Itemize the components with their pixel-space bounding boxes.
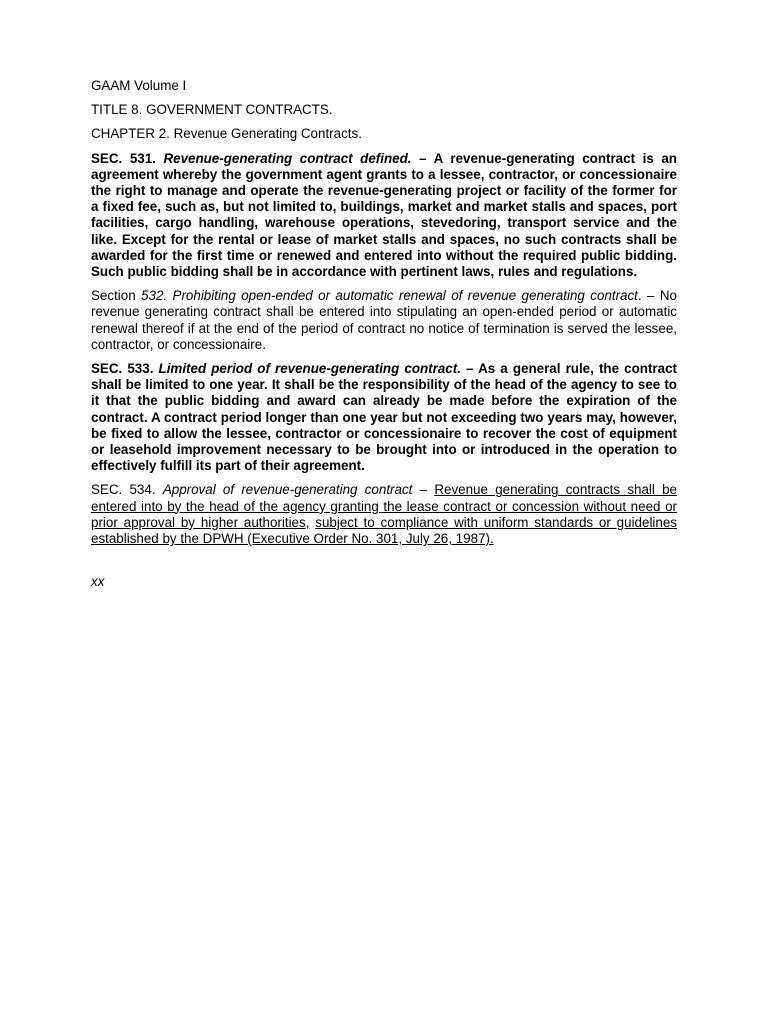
- section-532-prefix: Section: [91, 288, 142, 304]
- section-532: [91, 288, 677, 353]
- document-page: [91, 78, 677, 590]
- footer-mark: xx: [91, 574, 105, 590]
- title-heading: TITLE 8. GOVERNMENT CONTRACTS.: [91, 102, 333, 118]
- section-534-number: SEC. 534.: [91, 482, 163, 498]
- section-534: [91, 482, 677, 547]
- section-531-heading: Revenue-generating contract defined.: [163, 150, 412, 166]
- section-533: [91, 361, 677, 474]
- section-532-heading: 532. Prohibiting open-ended or automatic renewal of revenue generating contract: [141, 288, 638, 304]
- volume-label: GAAM Volume I: [91, 78, 187, 93]
- section-531-body: A revenue-generating contract is an agreement whereby the government agent grants to a lessee, contractor, or concessionaire the right to manage and operate the revenue-generating project or facility of the former for a fixed fee, such as, but not limited to, buildings, market and market stalls and spaces, port facilities, cargo handling, warehouse operations, stevedoring, transport service and the like. Except for the rental or lease of market stalls and spaces, no such contracts shall be awarded for the first time or renewed and entered into without the required public bidding. Such public bidding shall be in accordance with pertinent laws, rules and regulations.: [91, 150, 677, 280]
- chapter-heading: CHAPTER 2. Revenue Generating Contracts.: [91, 126, 362, 142]
- section-533-body: As a general rule, the contract shall be limited to one year. It shall be the responsibility of the head of the agency to see to it that the public bidding and award can already be made before the expiration of the contract. A contract period longer than one year but not exceeding two years may, however, be fixed to allow the lessee, contractor or concessionaire to recover the cost of equipment or leasehold improvement necessary to be brought into or introduced in the operation to effectively fulfill its part of their agreement.: [91, 361, 677, 474]
- section-531-number: SEC. 531.: [91, 150, 156, 166]
- section-531-dash: –: [411, 150, 434, 166]
- section-533-number: SEC. 533.: [91, 361, 154, 377]
- section-532-dash: . –: [637, 288, 660, 304]
- section-534-body-part1: Revenue generating contracts shall be entered into by the head of the agency granting the lease contract or concession without need or prior approval by higher authorities,: [91, 482, 678, 530]
- section-533-heading: Limited period of revenue-generating contract.: [158, 361, 461, 377]
- section-532-body: No revenue generating contract shall be entered into stipulating an open-ended period or automatic renewal thereof if at the end of the period of contract no notice of termination is served the lessee, contractor, or concessionaire.: [91, 288, 677, 352]
- section-534-body-part2: subject to compliance with uniform standards or guidelines established by the DPWH (Executive Order No. 301, July 26, 1987).: [91, 514, 677, 547]
- section-534-heading: Approval of revenue-generating contract: [162, 482, 413, 498]
- section-531: [91, 151, 677, 281]
- section-533-dash: –: [460, 361, 479, 377]
- section-534-dash: –: [412, 482, 435, 498]
